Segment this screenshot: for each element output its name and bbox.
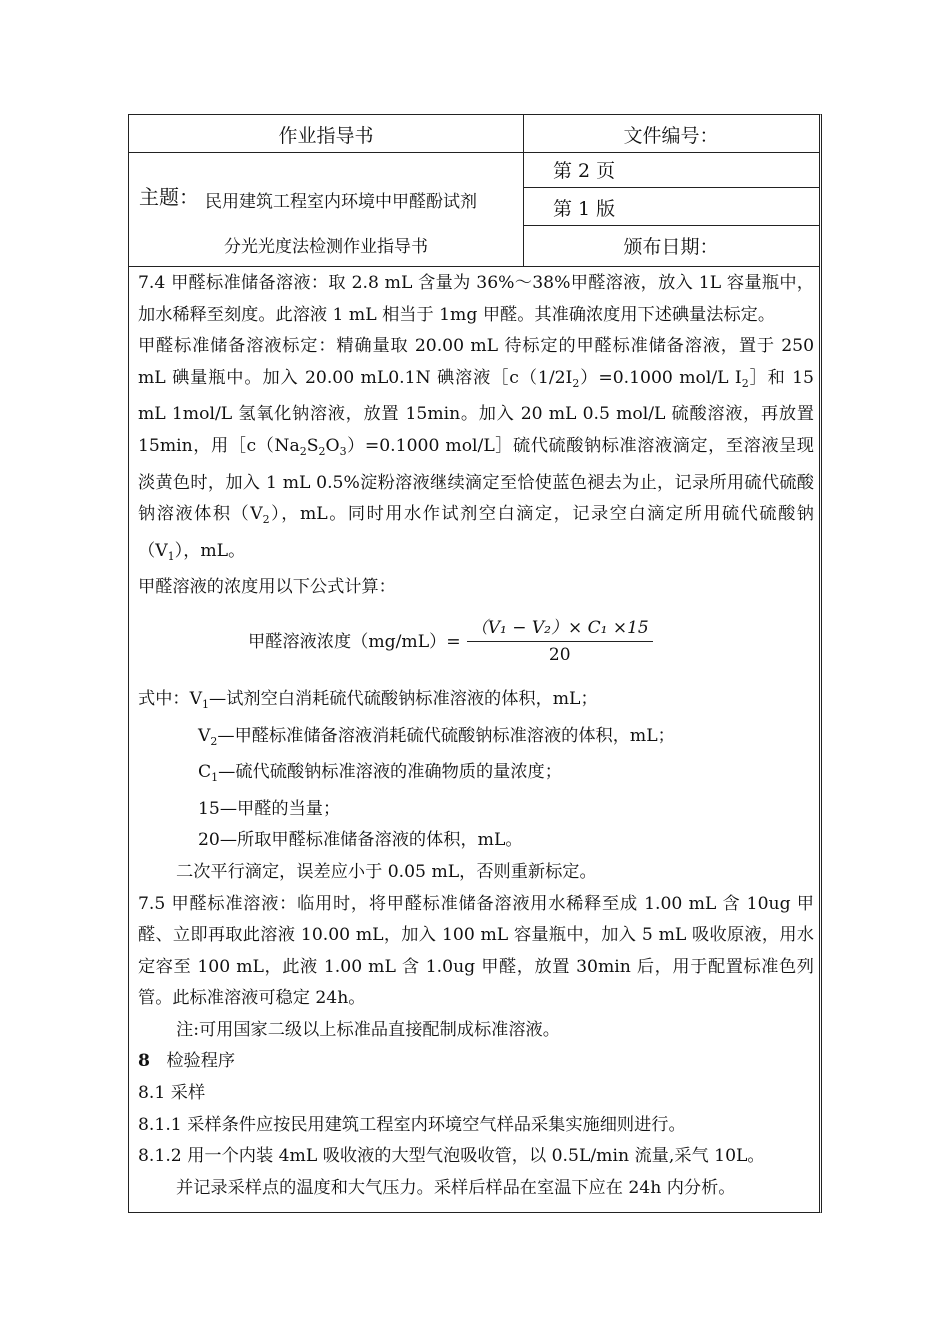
formula-fraction — [467, 617, 653, 668]
section-7-4: 7.4 甲醛标准储备溶液：取 2.8 mL 含量为 36%～38%甲醛溶液，放入 1L 容量瓶中，加水稀释至刻度。此溶液 1 mL 相当于 1mg 甲醛。其准确浓度用下述碘量法标定。 — [138, 273, 814, 325]
formula-intro: 甲醛溶液的浓度用以下公式计算： — [138, 577, 396, 598]
formula-numerator: （V₁ − V₂）× C₁ ×15 — [467, 617, 653, 642]
header-rule — [523, 225, 819, 226]
where-15: 15—甲醛的当量； — [198, 798, 341, 819]
header-rule — [129, 266, 819, 267]
formula-lhs: 甲醛溶液浓度（mg/mL）= — [248, 632, 461, 653]
subject-line-1: 民用建筑工程室内环境中甲醛酚试剂 — [205, 192, 477, 212]
subject-label: 主题： — [139, 185, 199, 209]
parallel-note: 二次平行滴定，误差应小于 0.05 mL，否则重新标定。 — [176, 861, 597, 882]
version-label: 第 1 版 — [553, 198, 616, 220]
where-20: 20—所取甲醛标准储备溶液的体积，mL。 — [198, 830, 523, 851]
concentration-formula — [138, 608, 814, 678]
where-v1: 式中：$V_1—$试剂空白消耗硫代硫酸钠标准溶液的体积，mL； — [138, 688, 598, 711]
calibration-paragraph: 甲醛标准储备溶液标定：精确量取 20.00 mL 待标定的甲醛标准储备溶液，置于 250 mL 碘量瓶中。加入 20.00 mL0.1N 碘溶液$[c(1/2I_2)=0.1000$ mol/L $I_2]$和 15 mL 1mol/L 氢氧化钠溶液，放置 15min。加入 20 mL 0.5 mol/L 硫酸溶液，再放置 15min，用$[c(Na_2S_2O_3)=0.1000$ mol/L］硫代硫酸钠标准溶液滴定，至溶液呈现淡黄色时，加入 1 mL 0.5%淀粉溶液继续滴定至恰使蓝色褪去为止，记录所用硫代硫酸钠溶液体积$(V_2)$，mL。同时用水作试剂空白滴定，记录空白滴定所用硫代硫酸钠$(V_1)$，mL。 — [138, 336, 814, 563]
issue-date-label: 颁布日期： — [623, 236, 719, 258]
standard-note: 注:可用国家二级以上标准品直接配制成标准溶液。 — [176, 1019, 560, 1040]
section-8-1-1: 8.1.1 采样条件应按民用建筑工程室内环境空气样品采集实施细则进行。 — [138, 1114, 686, 1135]
section-7-5: 7.5 甲醛标准溶液：临用时，将甲醛标准储备溶液用水稀释至成 1.00 mL 含 10ug 甲醛、立即再取此溶液 10.00 mL，加入 100 mL 容量瓶中，加入 5 mL 吸收原液，用水定容至 100 mL，此液 1.00 mL 含 1.0ug 甲醛，放置 30min 后，用于配置标准色列管。此标准溶液可稳定 24h。 — [138, 893, 814, 1009]
subject-line-2: 分光光度法检测作业指导书 — [224, 237, 428, 257]
document-body — [138, 268, 814, 1204]
section-8-1: 8.1 采样 — [138, 1083, 206, 1104]
header-rule — [523, 187, 819, 188]
page-label: 第 2 页 — [553, 160, 616, 182]
doc-number-label: 文件编号： — [623, 125, 719, 147]
where-c1: $C_1—$硫代硫酸钠标准溶液的准确物质的量浓度； — [198, 762, 562, 785]
section-8-1-2: 8.1.2 用一个内装 4mL 吸收液的大型气泡吸收管，以 0.5L/min 流量,采气 10L。 — [138, 1146, 765, 1167]
section-8-heading: 8 检验程序 — [138, 1051, 236, 1072]
header-rule — [129, 152, 819, 153]
doc-title: 作业指导书 — [278, 125, 374, 147]
where-v2: $V_2—$甲醛标准储备溶液消耗硫代硫酸钠标准溶液的体积，mL； — [198, 725, 675, 748]
formula-denominator: 20 — [548, 645, 571, 666]
section-8-1-2-cont: 并记录采样点的温度和大气压力。采样后样品在室温下应在 24h 内分析。 — [176, 1177, 736, 1198]
